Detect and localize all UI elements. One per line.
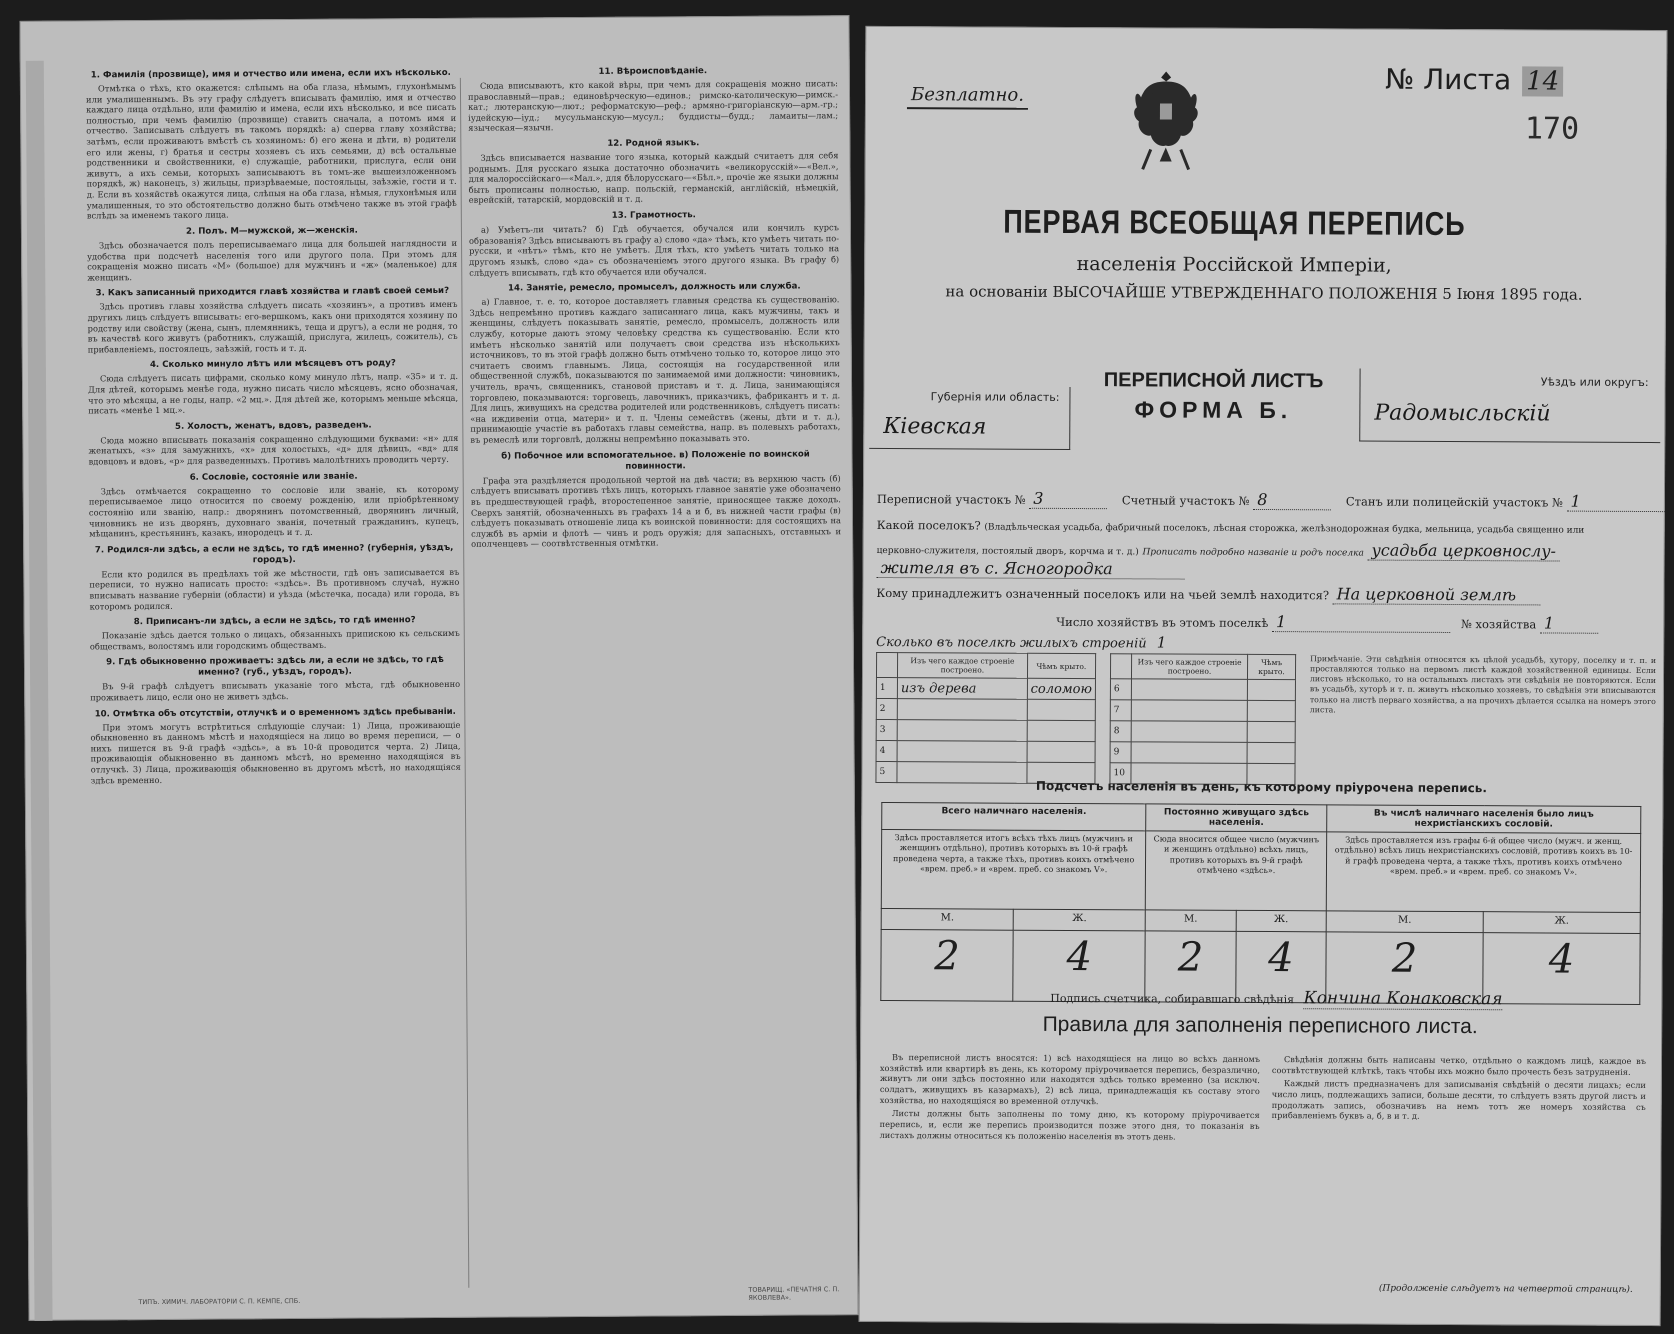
instruction-heading: 14. Занятіе, ремесло, промыселъ, должность или служба. (507, 281, 801, 294)
uezd-label: Уѣздъ или округъ: (1540, 375, 1649, 390)
printer-imprint-2: ТОВАРИЩ. «ПЕЧАТНЯ С. П. ЯКОВЛЕВА». (748, 1285, 840, 1302)
legal-basis: на основаніи ВЫСОЧАЙШЕ УТВЕРЖДЕННАГО ПОЛОЖЕНІЯ 5 Іюня 1895 года. (945, 282, 1583, 304)
building-roof-cell (1247, 742, 1295, 763)
instructions-middle-column (468, 59, 847, 1288)
permanent-residents-desc: Сюда вносится общее число (мужчинъ и женщинъ отдѣльно) всѣхъ лицъ, противъ которыхъ въ 9-й графѣ отмѣчено «здѣсь». (1146, 831, 1327, 911)
instruction-heading: 8. Приписанъ-ли здѣсь, а если не здѣсь, то гдѣ именно? (133, 615, 416, 628)
printer-imprint: ТИПЪ. ХИМИЧ. ЛАБОРАТОРІИ С. П. КЕМПЕ, СПБ. (138, 1296, 301, 1307)
instruction-text: При этомъ могутъ встрѣтиться слѣдующіе случаи: 1) Лица, проживающіе обыкновенно въ данномъ мѣстѣ и находящіеся на лицо во время переписи, — о нихъ пишется въ 9-й графѣ «здѣсь», а въ 10-й проводится черта. 2) Лица, проживающія обыкновенно въ данномъ мѣстѣ, но временно находящіяся въ отлучкѣ. 3) Лица, проживающія обыкновенно въ другомъ мѣстѣ, но находящіяся здѣсь временно. (90, 719, 461, 786)
building-material-cell (1131, 679, 1247, 701)
household-number-value: 1 (1543, 613, 1555, 633)
building-row (876, 698, 1095, 720)
male-header: М. (881, 909, 1013, 931)
col-material-header-2: Изъ чего каждое строеніе построено. (1131, 654, 1247, 680)
instruction-text: Показаніе здѣсь дается только о лицахъ, обязанныхъ припискою къ сельскимъ обществамъ, волостямъ или городскимъ обществамъ. (89, 628, 460, 652)
building-material-cell (897, 741, 1027, 763)
owner-label: Кому принадлежитъ означенный поселокъ или на чьей землѣ находится? (876, 585, 1330, 603)
guberniya-field (869, 386, 1070, 450)
uezd-value: Радомысльскій (1374, 400, 1551, 427)
form-main-title: ПЕРВАЯ ВСЕОБЩАЯ ПЕРЕПИСЬ (1003, 202, 1466, 243)
female-header: Ж. (1013, 909, 1145, 931)
buildings-label: Сколько въ поселкѣ жилыхъ строеній (876, 634, 1147, 652)
building-material-cell (1131, 742, 1247, 764)
page-edge-stack (26, 61, 53, 1321)
building-roof-cell (1027, 741, 1095, 762)
building-row (1110, 742, 1295, 764)
households-line (1056, 611, 1598, 634)
settlement-hint: (Владѣльческая усадьба, фабричный поселокъ, лѣсная сторожка, желѣзнодорожная будка, мельница, усадьба священно или (984, 522, 1585, 536)
instruction-text: Отмѣтка о тѣхъ, кто окажется: слѣпымъ на оба глаза, нѣмымъ, глухонѣмымъ или умалишеннымъ. Въ эту графу слѣдуетъ вписывать фамилію, имя и отчество каждаго лица отдѣльно, или фамилію и имена, если ихъ нѣсколько, и все писать полностью, при чемъ фамилію (прозвище) ставить сначала, а потомъ имя и отчество. Записывать слѣдуетъ въ такомъ порядкѣ: а) сперва главу хозяйства; затѣмъ, если проживаютъ вмѣстѣ съ хозяиномъ: б) его жена и дѣти, в) родители его или жены, г) братья и сестры хозяевъ съ ихъ семьями, д) всѣ остальные родственники и свойственники, е) служащіе, работники, прислуга, если они живутъ, а ихъ семьи, которыхъ записываютъ въ томъ-же вышеизложенномъ порядкѣ, ж) наконецъ, з) жильцы, призрѣваемые, постояльцы, заѣзжіе, гости и т. д. Если въ хозяйствѣ окажутся лица, слѣпыя на оба глаза, нѣмыя, глухонѣмыя или умалишенныя, то это обстоятельство должно быть отмѣчено также въ этой графѣ вслѣдъ за именемъ такого лица. (85, 80, 457, 221)
uezd-field (1359, 369, 1660, 444)
stan-value: 1 (1570, 491, 1581, 511)
male-header: М. (1326, 911, 1483, 933)
non-christian-header: Въ числѣ наличнаго населенія было лицъ нехристіанскихъ сословій. (1327, 805, 1641, 834)
total-present-female: 4 (1013, 930, 1146, 1002)
census-district-label: Переписной участокъ № (876, 491, 1026, 507)
building-roof-cell (1247, 721, 1295, 742)
instruction-heading: б) Побочное или вспомогательное. в) Положеніе по воинской повинности. (501, 449, 810, 472)
building-material-cell (897, 699, 1027, 721)
male-header: М. (1145, 910, 1235, 931)
instruction-heading: 6. Сословіе, состояніе или званіе. (189, 471, 358, 483)
free-label: Безплатно. (907, 84, 1028, 110)
non-christian-desc: Здѣсь проставляется изъ графы 6-й общее число (мужч. и женщ. отдѣльно) всѣхъ лицъ нехристіанскихъ сословій, противъ коихъ въ 10-й графѣ проведена черта, а также тѣхъ, противъ коихъ отмѣчено «врем. преб.» и «врем. преб. со знакомъ V». (1326, 832, 1640, 913)
households-value: 1 (1275, 612, 1287, 632)
instruction-text: Если кто родился въ предѣлахъ той же мѣстности, гдѣ онъ записывается въ переписи, то нужно написать просто: «здѣсь». Въ противномъ случаѣ, нужно вписывать название губерніи (области) и уѣзда (мѣстечка, посада) или города, въ которомъ родился. (89, 566, 460, 611)
female-header: Ж. (1236, 910, 1326, 931)
instruction-text: Здѣсь отмѣчается сокращенно то сословіе или званіе, къ которому переписываемое лицо относится по своему рожденію, или пріобрѣтенному состоянію или званію, напр.: дворянинъ потомственный, дворянинъ личный, чиновникъ не изъ дворянъ, духовнаго званія, почетный гражданинъ, купецъ, мѣщанинъ, крестьянинъ, казакъ, инородецъ и т. д. (88, 483, 460, 539)
permanent-female: 4 (1235, 931, 1326, 1002)
signature-label: Подпись счетчика, собиравшаго свѣдѣнія (1050, 991, 1295, 1007)
instruction-heading: 11. Вѣроисповѣданіе. (598, 66, 708, 77)
instruction-text: Здѣсь противъ главы хозяйства слѣдуетъ писать «хозяинъ», а противъ именъ другихъ лицъ слѣдуетъ вписывать: его-вершкомъ, какъ они приходятся хозяину по родству или свойству (жена, сынъ, племянникъ, теща и другъ), а если не родня, то въ качествѣ кого живутъ (работникъ, служащій, прислуга, жилецъ, сожитель), съ прибавленіемъ, постоялецъ, заѣзжій, гость и т. д. (87, 299, 458, 355)
building-n-cell: 6 (1110, 679, 1131, 700)
signature-value: Кончина Конаковская (1303, 988, 1503, 1010)
total-present-desc: Здѣсь проставляется итогъ всѣхъ тѣхъ лицъ (мужчинъ и женщинъ отдѣльно), противъ которыхъ въ 10-й графѣ проведена черта, а также тѣхъ, противъ коихъ отмѣчено «врем. преб.» и «врем. преб. со знакомъ V». (881, 830, 1146, 910)
col-material-header: Изъ чего каждое строеніе построено. (897, 653, 1027, 679)
building-n-cell: 10 (1110, 763, 1131, 784)
form-title-line2: ФОРМА Б. (1134, 396, 1293, 424)
instruction-heading: 13. Грамотность. (611, 210, 696, 221)
building-row (1110, 679, 1295, 701)
buildings-note: Примѣчаніе. Эти свѣдѣнія относятся къ цѣлой усадьбѣ, хутору, поселку и т. п. и проставляются только на первомъ листѣ каждой хозяйственной единицы. Если листовъ нѣсколько, то на остальныхъ листахъ эти свѣдѣнія не повторяются. Если въ усадьбѣ, хуторѣ и т. п. живутъ нѣсколько хозяевъ, то свѣдѣнія эти вписываются только на листѣ перваго хозяйства, а на прочихъ дѣлается ссылка на номеръ этого листа. (1309, 654, 1657, 715)
sheet-number-label: № Листа (1385, 62, 1512, 97)
rule-paragraph: Въ переписной листъ вносятся: 1) всѣ находящіеся на лицо во всѣхъ данномъ хозяйствѣ или квартирѣ въ день, къ которому пріурочивается перепись, безразлично, живутъ ли они здѣсь постоянно или находятся здѣсь только временно (за исключ. солдатъ, живущихъ въ казармахъ), 2) всѣ лица, принадлежащія къ составу этого хозяйства, но находящіяся во временной отлучкѣ. (879, 1052, 1261, 1106)
instruction-heading: 3. Какъ записанный приходится главѣ хозяйства и главѣ своей семьи? (95, 286, 450, 299)
rules-title: Правила для заполненія переписного листа. (1042, 1012, 1478, 1039)
non-christian-female: 4 (1483, 933, 1640, 1005)
building-n-cell: 5 (876, 761, 897, 782)
building-n-cell: 7 (1110, 700, 1131, 721)
col-roof-header: Чѣмъ крыто. (1027, 653, 1095, 678)
instruction-text: а) Умѣетъ-ли читать? б) Гдѣ обучается, обучался или кончилъ курсъ образованія? Здѣсь вписываютъ въ графу а) слово «да» тѣмъ, кто умѣетъ читать по-русски, и «нѣтъ» тѣмъ, кто не умѣетъ. Для тѣхъ, кто умѣетъ читать только на другомъ языкѣ, слово «да» съ обозначеніемъ этого другого языка. Въ графу б) слѣдуетъ вписывать, гдѣ кто обучается или обучался. (468, 222, 840, 278)
instructions-left-column (86, 62, 465, 1291)
building-material-cell (897, 720, 1027, 742)
building-n-cell: 1 (876, 677, 897, 698)
buildings-value: 1 (1156, 633, 1167, 652)
instruction-heading: 9. Гдѣ обыкновенно проживаетъ: здѣсь ли, а если не здѣсь, то гдѣ именно? (губ., уѣздъ, городъ). (106, 655, 444, 679)
count-district-label: Счетный участокъ № (1121, 493, 1250, 508)
instruction-heading: 10. Отмѣтка объ отсутствіи, отлучкѣ и о временномъ здѣсь пребываніи. (94, 706, 456, 719)
households-label: Число хозяйствъ въ этомъ поселкѣ (1056, 614, 1269, 631)
double-headed-eagle-emblem (1131, 67, 1202, 177)
instruction-text: Сюда можно вписывать показанія сокращенно слѣдующими буквами: «н» для женатыхъ, «з» для замужнихъ, «х» для холостыхъ, «д» для дѣвицъ, «вд» для вдовцовъ и вдовъ, «р» для разведенныхъ. Противъ малолѣтнихъ проводить черту. (88, 432, 459, 467)
stan-label: Станъ или полицейскій участокъ № (1345, 494, 1563, 510)
building-material-cell (1131, 721, 1247, 743)
building-roof-cell (1247, 679, 1295, 700)
buildings-count (876, 632, 1166, 652)
building-roof-cell (1027, 699, 1095, 720)
household-number-label: № хозяйства (1460, 617, 1537, 632)
building-roof-cell (1247, 700, 1295, 721)
population-count-table (880, 802, 1641, 1005)
permanent-male: 2 (1145, 931, 1236, 1002)
building-n-cell: 8 (1110, 721, 1131, 742)
left-page (19, 15, 858, 1321)
settlement-value-1: усадьба церковнослу- (1371, 540, 1556, 561)
female-header: Ж. (1483, 912, 1640, 934)
building-roof-cell: соломою (1027, 678, 1095, 699)
permanent-residents-header: Постоянно живущаго здѣсь населенія. (1146, 804, 1327, 832)
rule-paragraph: Каждый листъ предназначенъ для записыванія свѣдѣній о десяти лицахъ; если число лицъ, подлежащихъ записи, больше десяти, то слѣдуетъ взять другой листъ и продолжать запись, обозначивъ на немъ тотъ же номеръ хозяйства съ прибавленіемъ буквъ а, б, в и т. д. (1271, 1078, 1646, 1122)
buildings-table-left (875, 652, 1096, 784)
count-district-value: 8 (1257, 489, 1268, 510)
building-n-cell: 4 (876, 740, 897, 761)
settlement-hint-2: церковно-служителя, постоялый дворъ, корчма и т. д.) (876, 545, 1139, 558)
instruction-text: Сюда вписываютъ, кто какой вѣры, при чемъ для сокращенія можно писать: православный—прав.; единовѣрческую—единов.; римско-католическую—римск.-кат.; лютеранскую—лют.; реформатскую—реф.; армяно-григоріанскую—арм.-гр.; іудейскую—іуд.; мусульманскую—мусул.; буддисты—будд.; ламаиты—лам.; языческая—язычн. (467, 78, 839, 134)
settlement-value-2: жителя въ с. Ясногородка (880, 557, 1113, 579)
col-roof-header-2: Чѣмъ крыто. (1248, 654, 1296, 679)
instruction-text: Здѣсь обозначается полъ переписываемаго лица для большей наглядности и удобства при подсчетѣ населенія того или другого пола. При этомъ для сокращенія можно писать «М» (большое) для мужчинъ и «ж» (маленькое) для женщинъ. (87, 237, 458, 283)
rule-paragraph: Свѣдѣнія должны быть написаны четко, отдѣльно о каждомъ лицѣ, каждое въ соотвѣтствующей клѣткѣ, такъ чтобы ихъ можно было прочесть безъ затрудненія. (1271, 1054, 1647, 1077)
buildings-table-right (1109, 653, 1296, 785)
building-roof-cell (1027, 720, 1095, 741)
building-row (1110, 721, 1295, 743)
building-row (1110, 700, 1295, 722)
building-material-cell (1131, 700, 1247, 722)
instruction-heading: 4. Сколько минуло лѣтъ или мѣсяцевъ отъ роду? (149, 358, 396, 371)
settlement-line-3 (877, 558, 1185, 580)
census-district-value: 3 (1033, 488, 1044, 508)
instruction-heading: 1. Фамилія (прозвище), имя и отчество или имена, если ихъ нѣсколько. (90, 67, 451, 81)
settlement-label: Какой поселокъ? (876, 517, 981, 533)
settlement-line (877, 518, 1585, 536)
instruction-text: Въ 9-й графѣ слѣдуетъ вписывать указаніе того мѣста, гдѣ обыкновенно проживаетъ лицо, если оно не живетъ здѣсь. (90, 679, 461, 703)
population-count-title: Подсчетъ населенія въ день, къ которому пріурочена перепись. (1035, 778, 1487, 796)
building-row (876, 677, 1095, 699)
instruction-heading: 12. Родной языкъ. (607, 138, 700, 149)
instruction-text: а) Главное, т. е. то, которое доставляетъ главныя средства къ существованію. Здѣсь непремѣнно противъ каждаго записаннаго лица, какъ мужчины, такъ и женщины, слѣдуетъ показывать занятіе, ремесло, промыселъ, должность или службу, которые даютъ этому человѣку средства къ существованію. Если кто имѣетъ нѣсколько занятій или получаетъ свои средства изъ нѣсколькихъ источниковъ, то въ этой графѣ должно быть отмѣчено только то, которое лицо это считаетъ своимъ главнымъ. Лица, состоящія на государственной или общественной службѣ, показываются по занимаемой ими должности: чиновникъ, учитель, врачъ, священникъ, становой приставъ и т. д. Лица, занимающіяся торговлею, показываются: торговецъ, лавочникъ, приказчикъ, фабрикантъ и т. д. Для лицъ, живущихъ на средства родителей или родственниковъ, слѣдуетъ писать: «на иждивеніи отца, матери» и т. п. Члены семействъ (жены, дѣти и т. д.), принимающіе участіе въ работахъ главы семейства, напр. въ полевыхъ работахъ, въ ремеслѣ или торговлѣ, должны непремѣнно показывать это. (469, 294, 841, 445)
settlement-hint-3: Прописать подробно названіе и родъ поселка (1142, 547, 1364, 559)
continuation-note: (Продолженіе слѣдуетъ на четвертой страницѣ). (1378, 1283, 1633, 1295)
owner-line (876, 582, 1540, 605)
sheet-number-value: 14 (1522, 66, 1563, 96)
total-present-header: Всего наличнаго населенія. (882, 803, 1146, 831)
building-n-cell: 3 (876, 719, 897, 740)
rule-paragraph: Листы должны быть заполнены по тому дню, къ которому пріурочивается перепись, и, если же перепись производится позже этого дня, то показанія въ листахъ должны относиться къ положенію населенія въ этотъ день. (879, 1108, 1260, 1142)
building-row (876, 740, 1095, 762)
guberniya-label: Губернія или область: (930, 390, 1060, 404)
instruction-heading: 2. Полъ. М—мужской, ж—женскія. (185, 225, 358, 237)
instruction-heading: 7. Родился-ли здѣсь, а если не здѣсь, то гдѣ именно? (губернія, уѣздъ, городъ). (94, 542, 454, 566)
census-form-page (859, 26, 1668, 1326)
building-n-cell: 9 (1110, 742, 1131, 763)
form-title (1083, 367, 1343, 426)
building-n-cell: 2 (876, 698, 897, 719)
archive-number: 170 (1524, 111, 1580, 147)
enumerator-signature (1050, 987, 1502, 1009)
total-present-male: 2 (881, 930, 1014, 1002)
owner-value: На церковной землѣ (1336, 584, 1517, 605)
building-row (876, 719, 1095, 741)
rules-right-column (1272, 1054, 1646, 1126)
sheet-number (1385, 63, 1563, 97)
form-title-line1: ПЕРЕПИСНОЙ ЛИСТЪ (1103, 369, 1324, 393)
form-subtitle: населенія Россійской Имперіи, (1076, 253, 1392, 277)
instruction-text: Графа эта раздѣляется продольной чертой на двѣ части; въ верхнюю часть (б) слѣдуетъ вписывать противъ тѣхъ лицъ, которыхъ главное занятіе уже обозначено въ предшествующей графѣ, второстепенное занятіе, приносящее также доходъ. Сверхъ занятій, обозначенныхъ въ графахъ 14 а и б, въ нижней части графы (в) слѣдуетъ показывать отношеніе лица къ воинской повинности: для состоящихъ на службѣ въ арміи и флотѣ — чинъ и родъ оружія; для запасныхъ, отставныхъ и ополченцевъ — соотвѣтственныя отмѣтки. (470, 472, 842, 550)
instruction-text: Здѣсь вписывается название того языка, который каждый считаетъ для себя роднымъ. Для русскаго языка достаточно обозначить «великорусскій»—«Вел.», для малороссійскаго—«Мал.», для бѣлорусскаго—«Бѣл.», прочіе же языки должны быть прописаны полностью, напр. польскій, германскій, англійскій, нѣмецкій, еврейскій, татарскій, мордовскій и т. д. (468, 150, 839, 206)
instruction-heading: 5. Холостъ, женатъ, вдовъ, разведенъ. (174, 420, 372, 432)
building-material-cell: изъ дерева (897, 678, 1027, 700)
district-line (877, 488, 1665, 512)
instruction-text: Сюда слѣдуетъ писать цифрами, сколько кому минуло лѣтъ, напр. «35» и т. д. Для дѣтей, которымъ менѣе года, нужно писать число мѣсяцевъ, ясно обозначая, что это мѣсяцы, а не годы, напр. «2 мц.». Для дѣтей же, которымъ меньше мѣсяца, писать «менѣе 1 мц.». (88, 371, 459, 416)
non-christian-male: 2 (1326, 932, 1483, 1004)
guberniya-value: Кіевская (883, 414, 987, 440)
rules-left-column (880, 1052, 1260, 1145)
